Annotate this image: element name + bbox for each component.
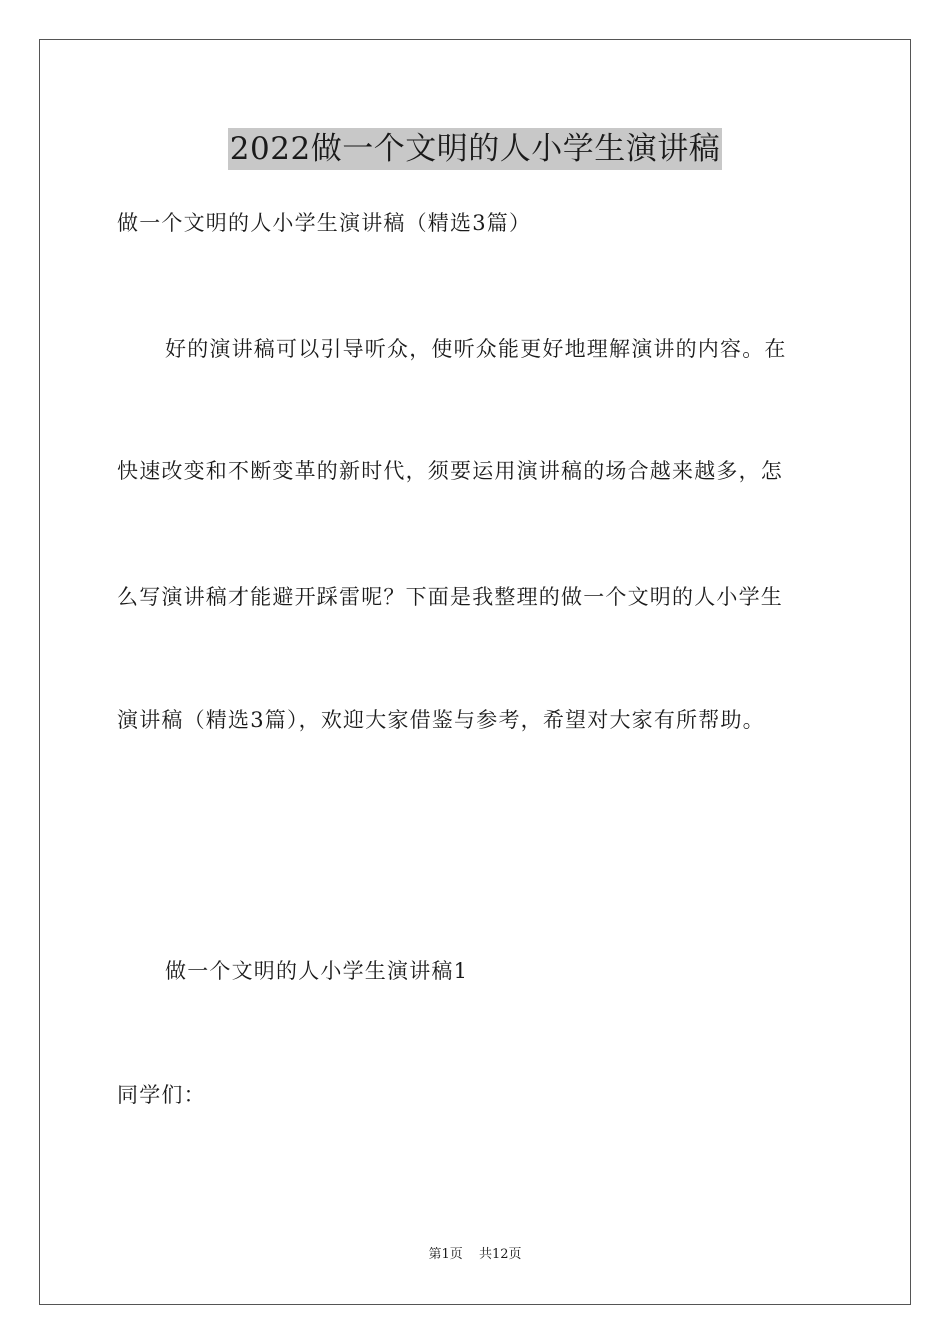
greeting: 同学们： (117, 1083, 206, 1107)
page-number: 第1页 (428, 1247, 463, 1262)
section-heading: 做一个文明的人小学生演讲稿1 (165, 959, 469, 983)
intro-line-2: 快速改变和不断变革的新时代，须要运用演讲稿的场合越来越多，怎 (117, 459, 783, 483)
intro-line-4: 演讲稿（精选3篇），欢迎大家借鉴与参考，希望对大家有所帮助。 (117, 708, 765, 732)
page-footer (0, 1246, 950, 1264)
intro-line-3: 么写演讲稿才能避开踩雷呢？下面是我整理的做一个文明的人小学生 (117, 585, 783, 609)
page-total: 共12页 (478, 1247, 522, 1262)
document-subtitle: 做一个文明的人小学生演讲稿（精选3篇） (117, 211, 532, 235)
title-container (0, 128, 950, 170)
document-title: 2022做一个文明的人小学生演讲稿 (228, 128, 722, 170)
intro-line-1: 好的演讲稿可以引导听众，使听众能更好地理解演讲的内容。在 (165, 337, 787, 361)
